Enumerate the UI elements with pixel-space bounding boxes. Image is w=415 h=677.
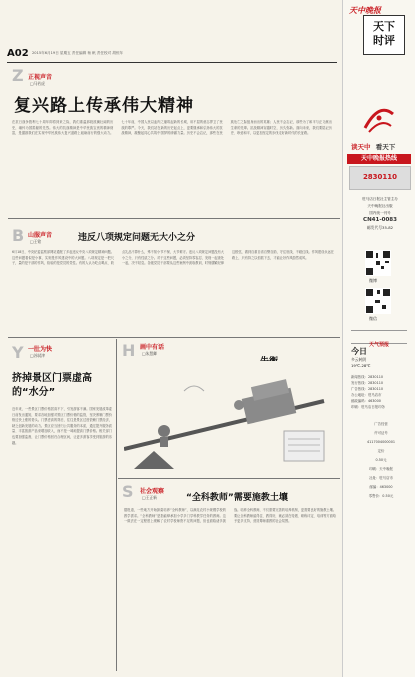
- wechat-qr-icon: [365, 288, 391, 314]
- bottom-row: 定价: [377, 449, 385, 453]
- cn-label: 国内统一刊号: [369, 211, 391, 215]
- col3-body: 近年来，一些景区门票价格居高不下，引发游客不满。国家发展改革委日前发出通知，要求各地加强对景区门票价格的监管，坚决遏制门票价格过快上涨的势头。门票虚高的背后，往往是景区过度依赖门票经济，缺乏创新发展的动力。景区应当回归公共服务的本质，通过提升服务质量、丰富旅游产品来增加收入，而不是一味地提高门票价格。相关部门也要加强监督，让门票价格回归合理区间，让更多游客享受到旅游的乐趣。: [12, 407, 112, 445]
- col5-section-label: 社会观察: [140, 488, 165, 495]
- column-name-box: [363, 15, 405, 55]
- publisher-block: [347, 196, 413, 231]
- bottom-row: 许可证号: [374, 431, 388, 435]
- info-row: 广告热线：2830110: [351, 387, 384, 391]
- col1-headline: 复兴路上传承伟大精神: [14, 96, 194, 116]
- weather-day: 今日: [351, 347, 367, 356]
- col2-section-label: 山服声音: [28, 232, 53, 239]
- publisher: 驻马店日报社主管主办: [362, 197, 398, 201]
- col5-section: [118, 480, 340, 670]
- forecast-logo: [351, 330, 407, 348]
- phone-ad: [349, 166, 411, 190]
- col3-headline: 挤掉景区门票虚高的“水分”: [12, 373, 92, 398]
- divider-3: [118, 478, 340, 479]
- weibo-qr-icon: [365, 250, 391, 276]
- weather-block: [351, 346, 411, 368]
- column-name: 天下时评: [373, 20, 395, 47]
- col1-section-label: 正视声音: [28, 74, 53, 81]
- col5-body: 据报道，一些地方开始探索培养“全科教师”，以满足农村小规模学校的教学需求。“全科教师”是指能够承担小学多门学科教学任务的教师。这一做法在一定程度上缓解了农村学校师资不足的问题，但也面临诸多挑战。培养全科教师，不仅需要完善的培养机制，更需要良好的施教土壤。要让全科教师留得住、教得好，就必须在待遇、职称评定、培训等方面给予更多支持，营造尊师重教的社会氛围。: [124, 508, 336, 524]
- sidebar: [342, 0, 415, 677]
- bottom-row: 广告经营: [374, 422, 388, 426]
- masthead: 天中晚报: [349, 6, 381, 15]
- col1-section: [8, 66, 340, 218]
- bottom-row: 0.50元: [375, 458, 387, 462]
- col4-section-label: 画中有话: [140, 344, 165, 351]
- info-row: 邮政编码：463000: [351, 399, 381, 403]
- slogan-a: 读天中: [351, 143, 371, 151]
- info-row: 办公地址：驻马店市: [351, 393, 382, 397]
- col5-letter: S: [122, 482, 134, 501]
- bottom-row: 社址：驻马店市: [369, 476, 393, 480]
- page-header: [0, 0, 342, 66]
- hotline-number: 2830110: [362, 173, 398, 181]
- info-rows: [351, 374, 411, 410]
- col4-author: □朱慧卿: [142, 351, 157, 356]
- col2-author: □王铭: [30, 239, 42, 244]
- page-code: A02: [7, 48, 29, 59]
- col3-section-label: 一肚为快: [28, 346, 53, 353]
- cn-number: CN41-0083: [363, 217, 397, 223]
- header-rule: [7, 62, 337, 63]
- slogan-b: 看天下: [375, 143, 396, 151]
- col1-author: □马若虎: [30, 81, 45, 86]
- forecast-label: 天气预报: [368, 342, 389, 348]
- col2-body: 6月18日，中央纪委监察部网站通报了多起违反中央八项规定精神问题。这些问题看似是小事，实则是作风建设中的大问题。八项规定是一把尺子，量的是干部的作风，检验的是党员的党性。有的人认为吃点喝点、收点礼品不算什么，殊不知小节不保，大节难守。违反八项规定问题没有大小之分，只有性质之分。对于这些问题，必须坚持零容忍，发现一起查处一起，决不姑息。各级党员干部要从这些案例中汲取教训，时刻绷紧纪律这根弦，做到自重自省自警自励，守住底线，不碰红线。作风建设永远在路上，只有持之以恒抓下去，才能让好作风蔚然成风。: [12, 250, 334, 266]
- date-line: 2015年6月19日 星期五 责任编辑 杨 帆 责任校对 胡恒年: [32, 51, 124, 55]
- col4-section: [118, 339, 340, 477]
- paper-name: 天中晚报社出版: [367, 204, 393, 208]
- slogan: [351, 142, 395, 151]
- col5-headline: “全科教师”需要施教土壤: [186, 493, 288, 503]
- col2-section: [8, 220, 340, 337]
- col3-section: [8, 339, 114, 669]
- weather-temp: 19℃-28℃: [351, 363, 371, 368]
- col2-letter: B: [12, 226, 25, 245]
- logo-graphic: [361, 100, 397, 136]
- info-row: 新闻热线：2830110: [351, 375, 384, 379]
- cartoon-image: [124, 361, 334, 473]
- col5-author: □王正新: [142, 495, 157, 500]
- col3-author: □苏轼津: [30, 353, 45, 358]
- col1-letter: Z: [12, 66, 24, 85]
- bottom-row: 印刷：天中晚报: [369, 467, 393, 471]
- bottom-row: 4117004000001: [366, 440, 396, 444]
- divider-1: [8, 218, 340, 219]
- col1-body: 在抗日战争胜利七十周年即将到来之际，我们重温那段波澜壮阔的历史，缅怀为国捐躯的先烈。伟大的抗战精神是中华民族宝贵的精神财富，是激励我们在实现中华民族伟大复兴道路上砥砺前行的强大动力。七十年前，中国人民以血肉之躯筑起新的长城，用不屈的意志捍卫了民族的尊严。今天，我们站在新的历史起点上，更要继承和弘扬伟大的抗战精神，凝聚起同心共筑中国梦的磅礴力量。历史不会忘记，那些在民族危亡之际挺身而出的英雄；人民不会忘记，那些为了和平与正义献出生命的先辈。抗战精神穿越时空，历久弥新。面向未来，我们要铭记历史、珍爱和平，以更加坚定的步伐走好新时代的长征路。: [12, 120, 332, 136]
- bottom-rows: [351, 420, 411, 501]
- info-row: 发行热线：2830110: [351, 381, 384, 385]
- postal-label: 邮发代号35-82: [366, 225, 394, 230]
- wechat-label: 微信: [369, 316, 377, 321]
- weather-text: 多云转阴: [351, 357, 367, 362]
- weibo-label: 微博: [369, 278, 377, 283]
- divider-v1: [116, 339, 117, 671]
- hotline-banner: 天中晚报热线: [347, 154, 411, 164]
- divider-2: [8, 337, 340, 338]
- bottom-row: 邮编：463000: [369, 485, 393, 489]
- col4-letter: H: [122, 341, 136, 360]
- col2-headline: 违反八项规定问题无大小之分: [78, 233, 196, 243]
- bottom-row: 零售价：0.50元: [368, 494, 394, 498]
- col3-letter: Y: [12, 343, 24, 362]
- info-row: 印刷：驻马店日报印务: [351, 405, 385, 409]
